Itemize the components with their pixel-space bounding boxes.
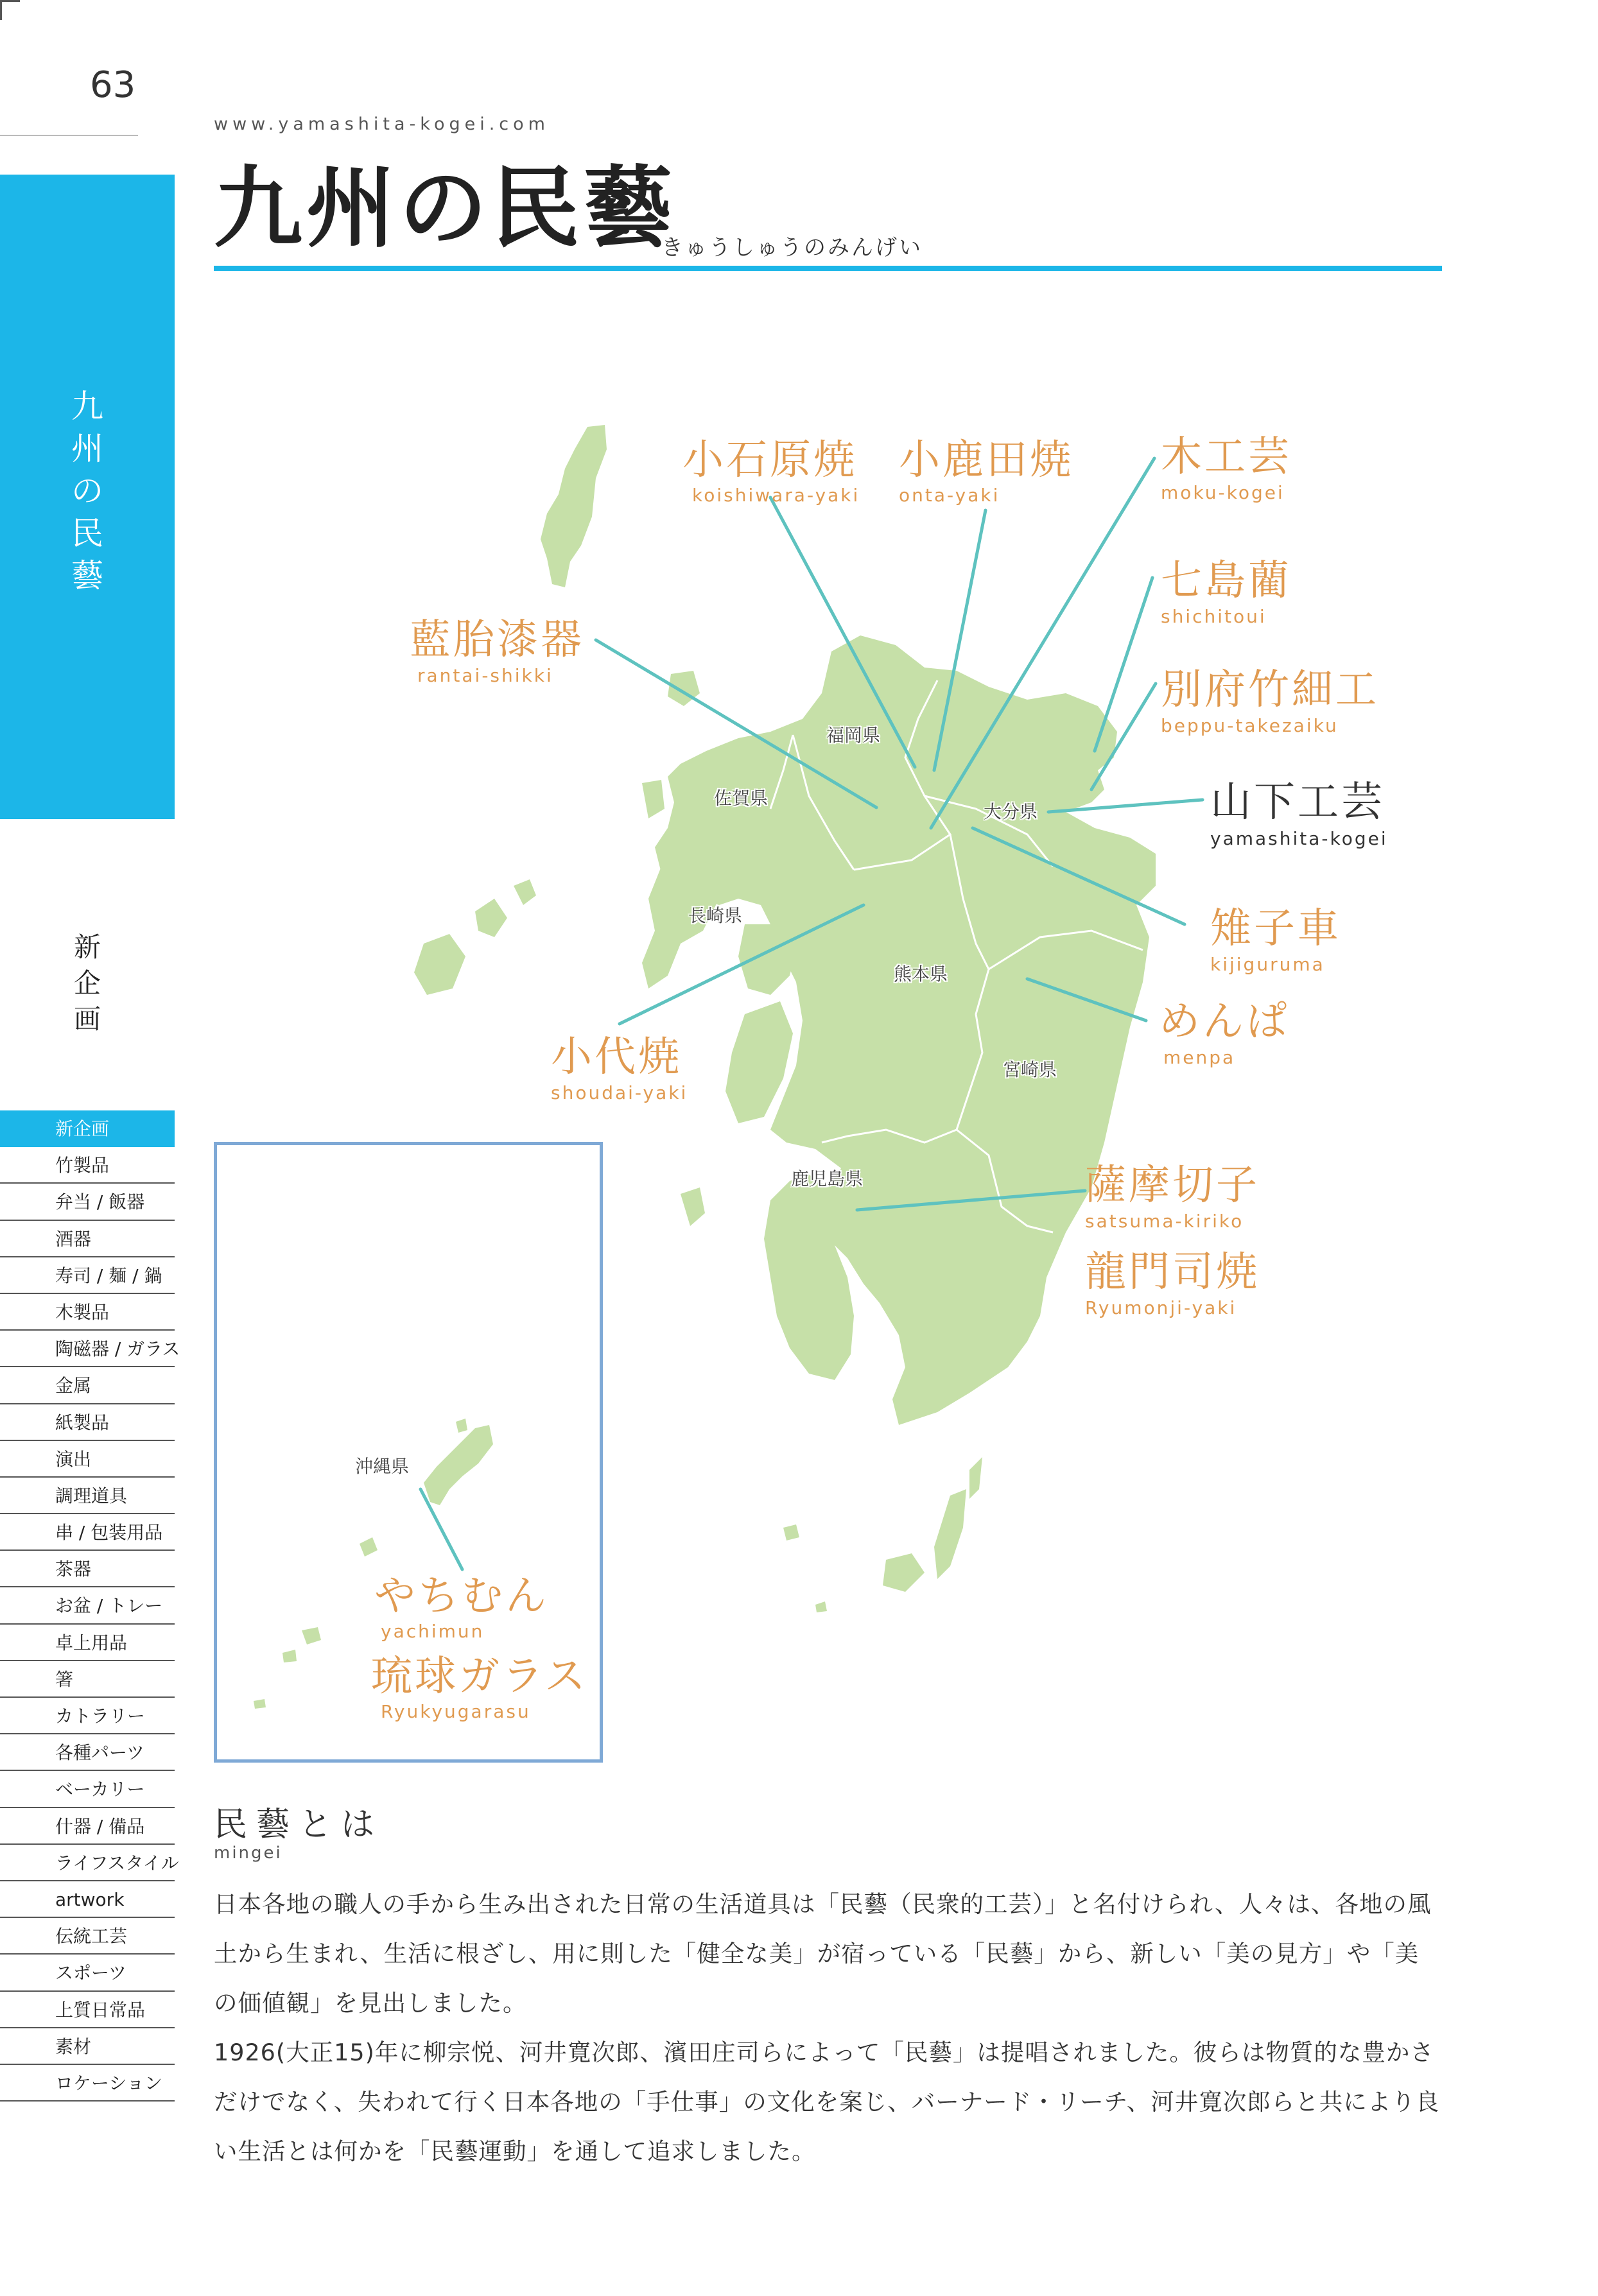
craft-name-rantai: 藍胎漆器 [410,616,584,664]
island-goto-2 [475,899,507,937]
craft-romaji-yamashita: yamashita-kogei [1210,828,1388,849]
island-tanegashima [934,1489,966,1579]
craft-name-yamashita: 山下工芸 [1210,779,1385,826]
pref-label-miyazaki: 宮崎県 [1003,1059,1057,1080]
craft-name-ryumonji: 龍門司焼 [1085,1248,1260,1296]
nav-item-23[interactable]: スポーツ [0,1955,175,1991]
nav-item-15[interactable]: 箸 [0,1661,175,1698]
craft-name-mokukogei: 木工芸 [1161,433,1292,481]
nav-item-9[interactable]: 演出 [0,1441,175,1478]
mingei-reading: mingei [214,1843,282,1863]
nav-item-10[interactable]: 調理道具 [0,1478,175,1514]
nav-item-16[interactable]: カトラリー [0,1698,175,1734]
nav-item-18[interactable]: ベーカリー [0,1771,175,1808]
craft-romaji-satsuma: satsuma-kiriko [1085,1211,1244,1232]
sidebar-section-label: 新 企 画 [73,931,101,1035]
nav-item-5[interactable]: 木製品 [0,1294,175,1331]
pref-label-saga: 佐賀県 [714,788,769,809]
nav-item-13[interactable]: お盆 / トレー [0,1587,175,1624]
nav-item-3[interactable]: 酒器 [0,1221,175,1257]
nav-item-8[interactable]: 紙製品 [0,1404,175,1441]
craft-name-menpa: めんぱ [1159,998,1290,1046]
craft-romaji-ryumonji: Ryumonji-yaki [1085,1297,1237,1318]
site-url[interactable]: www.yamashita-kogei.com [214,114,550,134]
nav-item-6[interactable]: 陶磁器 / ガラス [0,1331,175,1367]
sidebar-band-label: 九 州 の 民 藝 [71,388,103,594]
island-tsushima [541,425,607,587]
pref-label-oita: 大分県 [984,801,1038,822]
craft-name-satsuma: 薩摩切子 [1085,1162,1260,1209]
mingei-paragraph-2: 1926(大正15)年に柳宗悦、河井寛次郎、濱田庄司らによって「民藝」は提唱されました。彼らは物質的な豊かさだけでなく、失われて行く日本各地の「手仕事」の文化を案じ、バーナード・リーチ、河井寛次郎らと共により良い生活とは何かを「民藝運動」を通して追求しました。 [214,2039,1440,2165]
nav-item-12[interactable]: 茶器 [0,1551,175,1587]
page-title-reading: きゅうしゅうのみんげい [661,235,923,261]
page-title: 九州の民藝 [214,155,677,260]
pref-label-fukuoka: 福岡県 [826,725,881,746]
craft-name-onta: 小鹿田焼 [899,436,1073,484]
craft-name-koishiwara: 小石原焼 [682,436,857,484]
craft-romaji-menpa: menpa [1163,1047,1236,1068]
craft-romaji-shichitoui: shichitoui [1161,606,1267,627]
craft-romaji-shoudai: shoudai-yaki [551,1082,688,1103]
page-number: 63 [90,64,136,106]
craft-name-ryukyu: 琉球ガラス [371,1653,589,1700]
island-koshiki [681,1187,705,1226]
nav-item-25[interactable]: 素材 [0,2028,175,2065]
island-goto-3 [514,879,536,905]
craft-name-shichitoui: 七島藺 [1161,557,1292,605]
pref-label-okinawa: 沖縄県 [355,1456,410,1477]
craft-romaji-mokukogei: moku-kogei [1161,482,1285,503]
craft-romaji-rantai: rantai-shikki [417,665,553,686]
island-tokara-2 [815,1601,827,1612]
craft-name-shoudai: 小代焼 [551,1033,682,1081]
mingei-heading: 民藝とは [214,1806,384,1844]
craft-romaji-koishiwara: koishiwara-yaki [692,485,860,506]
nav-item-26[interactable]: ロケーション [0,2065,175,2102]
craft-romaji-yachimun: yachimun [381,1621,485,1642]
craft-name-beppu: 別府竹細工 [1161,666,1379,714]
craft-romaji-ryukyu: Ryukyugarasu [381,1701,531,1722]
pref-label-kagoshima: 鹿児島県 [791,1168,864,1189]
pref-label-kumamoto: 熊本県 [894,963,948,985]
mainland-kyushu [655,635,1156,1425]
nav-item-20[interactable]: ライフスタイル [0,1845,175,1881]
craft-name-kijiguruma: 雉子車 [1210,905,1341,953]
island-goto [414,934,465,995]
craft-romaji-onta: onta-yaki [899,485,1000,506]
leader-shichitoui [1095,578,1152,751]
pref-label-nagasaki: 長崎県 [688,905,743,926]
nav-item-22[interactable]: 伝統工芸 [0,1918,175,1955]
nav-item-21[interactable]: artwork [0,1881,175,1918]
nav-item-14[interactable]: 卓上用品 [0,1625,175,1661]
nav-item-17[interactable]: 各種パーツ [0,1734,175,1771]
island-tokara [783,1524,799,1541]
island-yakushima [883,1553,925,1592]
nav-item-7[interactable]: 金属 [0,1367,175,1404]
nav-item-19[interactable]: 什器 / 備品 [0,1808,175,1845]
craft-name-yachimun: やちむん [374,1573,549,1620]
island-hirado [642,780,664,818]
nav-item-1[interactable]: 竹製品 [0,1147,175,1184]
nav-item-0[interactable]: 新企画 [0,1110,175,1147]
nav-item-4[interactable]: 寿司 / 麺 / 鍋 [0,1257,175,1294]
mingei-paragraph-1: 日本各地の職人の手から生み出された日常の生活道具は「民藝（民衆的工芸）」と名付けられ、人々は、各地の風土から生まれ、生活に根ざし、用に則した「健全な美」が宿っている「民藝」から、新しい「美の見方」や「美の価値観」を見出しました。 [214,1890,1432,2017]
nav-item-24[interactable]: 上質日常品 [0,1992,175,2028]
nav-item-11[interactable]: 串 / 包装用品 [0,1514,175,1551]
craft-romaji-kijiguruma: kijiguruma [1210,954,1325,975]
craft-romaji-beppu: beppu-takezaiku [1161,715,1339,736]
nav-item-2[interactable]: 弁当 / 飯器 [0,1184,175,1220]
island-amami [969,1457,982,1499]
